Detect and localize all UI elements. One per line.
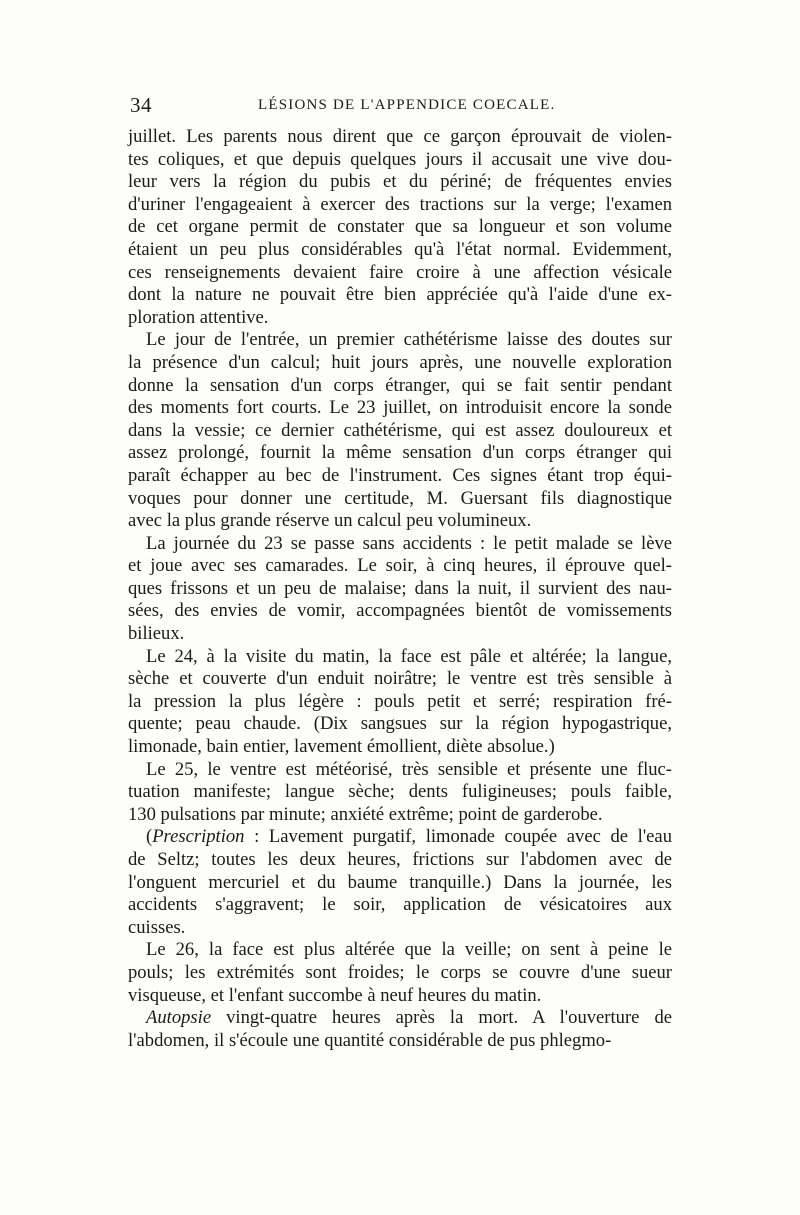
- text-line: Le 26, la face est plus altérée que la veille; on sent à peine le: [146, 939, 672, 961]
- text-line: accidents s'aggravent; le soir, application de vésicatoires aux: [128, 894, 672, 916]
- text-line: ploration attentive.: [128, 306, 269, 328]
- text-line: de cet organe permit de constater que sa longueur et son volume: [128, 216, 672, 238]
- text-line: quente; peau chaude. (Dix sangsues sur la région hypogastrique,: [128, 713, 672, 735]
- text-line: sées, des envies de vomir, accompagnées bientôt de vomissements: [128, 600, 672, 622]
- text-line: dans la vessie; ce dernier cathétérisme, qui est assez douloureux et: [128, 419, 672, 441]
- text-line: dont la nature ne pouvait être bien appréciée qu'à l'aide d'une ex-: [128, 284, 672, 306]
- text-line: la pression la plus légère : pouls petit et serré; respiration fré-: [128, 690, 672, 712]
- text-line: [128, 826, 672, 849]
- text-line: Le 24, à la visite du matin, la face est pâle et altérée; la langue,: [146, 645, 672, 667]
- text-line: leur vers la région du pubis et du périné; de fréquentes envies: [128, 171, 672, 193]
- text-line: ques frissons et un peu de malaise; dans la nuit, il survient des nau-: [128, 577, 672, 599]
- text-line: 130 pulsations par minute; anxiété extrême; point de garderobe.: [128, 803, 603, 825]
- text-line-rest: vingt-quatre heures après la mort. A l'ouverture de: [211, 1007, 672, 1029]
- text-line: la présence d'un calcul; huit jours après, une nouvelle exploration: [128, 351, 672, 373]
- text-line: tes coliques, et que depuis quelques jours il accusait une vive dou-: [128, 148, 672, 170]
- text-line: limonade, bain entier, lavement émollient, diète absolue.): [128, 736, 555, 758]
- text-line: cuisses.: [128, 916, 186, 938]
- italic-term: Prescription: [152, 826, 245, 848]
- text-line: et joue avec ses camarades. Le soir, à cinq heures, il éprouve quel-: [128, 555, 672, 577]
- text-line: juillet. Les parents nous dirent que ce garçon éprouvait de violen-: [128, 126, 672, 147]
- text-line: de Seltz; toutes les deux heures, frictions sur l'abdomen avec de: [128, 849, 672, 870]
- text-line: La journée du 23 se passe sans accidents : le petit malade se lève: [146, 532, 672, 554]
- text-line: avec la plus grande réserve un calcul peu volumineux.: [128, 510, 532, 532]
- text-line: pouls; les extrémités sont froides; le corps se couvre d'une sueur: [128, 961, 672, 983]
- text-line-prefix: (: [146, 826, 153, 848]
- text-line: visqueuse, et l'enfant succombe à neuf heures du matin.: [128, 984, 542, 1006]
- text-line: tuation manifeste; langue sèche; dents fuligineuses; pouls faible,: [128, 781, 672, 803]
- page-number: 34: [130, 93, 152, 117]
- text-line: Le 25, le ventre est météorisé, très sensible et présente une fluc-: [146, 758, 672, 780]
- text-line: paraît échapper au bec de l'instrument. Ces signes étant trop équi-: [128, 464, 672, 486]
- text-line: des moments fort courts. Le 23 juillet, on introduisit encore la sonde: [128, 397, 672, 419]
- text-line: voques pour donner une certitude, M. Guersant fils diagnostique: [128, 487, 672, 509]
- text-line: assez prolongé, fournit la même sensation d'un corps étranger qui: [128, 442, 672, 464]
- text-line: l'abdomen, il s'écoule une quantité considérable de pus phlegmo-: [128, 1029, 612, 1051]
- text-line-rest: : Lavement purgatif, limonade coupée avec de l'eau: [244, 826, 672, 848]
- text-line: sèche et couverte d'un enduit noirâtre; le ventre est très sensible à: [128, 668, 672, 690]
- text-line: [128, 1007, 672, 1030]
- text-line: d'uriner l'engageaient à exercer des tractions sur la verge; l'examen: [128, 193, 672, 215]
- text-line: étaient un peu plus considérables qu'à l'état normal. Evidemment,: [128, 238, 672, 260]
- text-line: Le jour de l'entrée, un premier cathétérisme laisse des doutes sur: [146, 329, 672, 351]
- text-line: l'onguent mercuriel et du baume tranquille.) Dans la journée, les: [128, 871, 672, 893]
- body-text: [128, 126, 672, 1052]
- text-line: ces renseignements devaient faire croire à une affection vésicale: [128, 261, 672, 283]
- italic-term: Autopsie: [146, 1007, 212, 1029]
- page-header: [130, 93, 670, 123]
- running-title: LÉSIONS DE L'APPENDICE COECALE.: [258, 97, 556, 113]
- text-line: donne la sensation d'un corps étranger, qui se fait sentir pendant: [128, 374, 672, 396]
- text-line: bilieux.: [128, 623, 185, 645]
